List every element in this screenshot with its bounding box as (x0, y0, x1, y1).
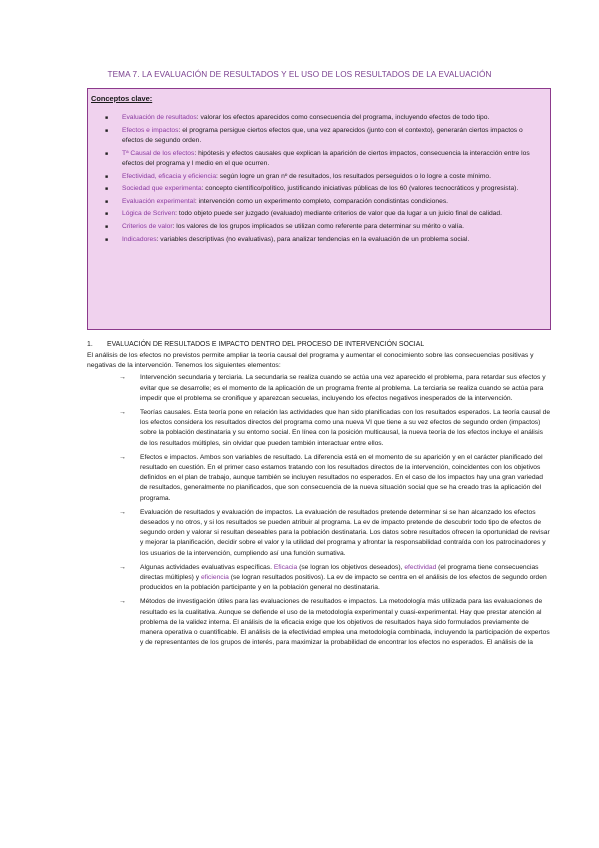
concept-definition: : variables descriptivas (no evaluativas), para analizar tendencias en la evaluación de un problema social. (156, 235, 470, 243)
item-text: (se logran resultados positivos). La ev de impacto se centra en el análisis de los efectos de segundo orden producidos en la población participante y en la población general no destinataria. (140, 574, 547, 592)
section-1 (87, 340, 551, 652)
concept-term: Efectos e impactos (122, 126, 179, 134)
item-text: Teorías causales. Esta teoría pone en relación las actividades que han sido planificadas con los resultados esperados. La teoría causal de los efectos considera los resultados directos del programa como una nueva VI que tiene a su vez efectos de segundo orden (impactos) sobre la población destinataria y su entorno social. En línea con la posición multicausal, la nueva teoría de los efectos incluye el análisis de los resultados múltiples, sin olvidar que pueden también interactuar entre ellos. (140, 409, 551, 447)
concept-definition: : el programa persigue ciertos efectos que, una vez aparecidos (junto con el contexto), generarán ciertos impactos o efectos de segundo orden. (122, 126, 523, 144)
square-bullet-icon: ■ (105, 115, 109, 121)
item-text: Efectos e impactos. Ambos son variables de resultado. La diferencia está en el momento de su aparición y en el carácter planificado del resultado en cuestión. En el primer caso estamos tratando con los resultados directos de la intervención, coincidentes con los objetivos definidos en el plan de trabajo, aunque también se incluyen resultados no esperados. En el caso de los impactos hay una gran variedad de resultados, generalmente no planificados, que son consecuencia de la nueva situación social que se ha creado tras la aplicación del programa. (140, 453, 544, 502)
list-item (87, 508, 551, 559)
list-item (87, 563, 551, 594)
list-item (87, 373, 551, 404)
square-bullet-icon: ■ (105, 223, 109, 230)
square-bullet-icon: ■ (105, 127, 109, 134)
concept-definition: : hipótesis y efectos causales que explican la aparición de ciertos impactos, consecuencia la interacción entre los efectos del programa y l medio en el que ocurren. (122, 149, 530, 167)
arrow-right-icon: → (119, 508, 126, 516)
concept-term: Efectividad, eficacia y eficiencia (122, 172, 217, 180)
item-text: Evaluación de resultados y evaluación de impactos. La evaluación de resultados pretende determinar si se han alcanzado los efectos deseados y no otros, y si los resultados se pueden atribuir al programa. La ev de impacto pretende de descubrir todo tipo de efectos de segundo orden y valorar si resultan deseables para la población destinataria. Los datos sobre resultados ofrecen la oportunidad de revisar y mejorar la planificación, decidir sobre el valor y la utilidad del programa y afrontar la responsabilidad contraída con los patrocinadores y los usuarios de la intervención, cumpliendo así una función sumativa. (140, 508, 550, 557)
arrow-right-icon: → (119, 598, 126, 606)
arrow-right-icon: → (119, 563, 126, 571)
concept-definition: : todo objeto puede ser juzgado (evaluado) mediante criterios de valor que da lugar a un juicio final de calidad. (175, 210, 502, 218)
item-text: Métodos de investigación útiles para las evaluaciones de resultados e impactos. La metodología más utilizada para las evaluaciones de resultado es la cualitativa. Aunque se defiende el uso de la metodología experimental y cuasi-experimental. Hay que prestar atención al problema de la validez interna. El análisis de la eficacia exige que los objetivos de resultados haya sido formulados previamente de manera operativa o cuantificable. El análisis de la efectividad emplea una metodología combinada, incluyendo la participación de expertos y de representantes de los grupos de interés, para maximizar la probabilidad de encontrar los efectos no esperados. El análisis de la (140, 598, 550, 647)
concept-term: Indicadores (122, 235, 157, 243)
concept-item (88, 197, 550, 207)
concept-item (88, 222, 550, 232)
concept-term: Tª Causal de los efectos (122, 149, 195, 157)
item-text: (se logran los objetivos deseados), (297, 563, 405, 571)
square-bullet-icon: ■ (105, 211, 109, 218)
section-intro: El análisis de los efectos no previstos permite ampliar la teoría causal del programa y aumentar el conocimiento sobre las consecuencias positivas y negativas de la intervención. Tenemos los siguientes elementos: (87, 352, 534, 370)
concept-item (88, 235, 550, 245)
item-text: Intervención secundaria y terciaria. La secundaria se realiza cuando se actúa una vez aparecido el problema, para retardar sus efectos y evitar que se desarrolle; es el momento de la aplicación de un programa frente al problema. La terciaria se realiza cuando se actúa para impedir que el problema se cronifique y aparezcan secuelas, incluyendo los efectos negativos inesperados de la intervención. (140, 374, 546, 402)
square-bullet-icon: ■ (105, 236, 109, 243)
concept-item (88, 209, 550, 219)
concept-definition: : según logre un gran nº de resultados, los resultados perseguidos o lo logre a coste mínimo. (216, 172, 491, 180)
elements-list (87, 373, 551, 648)
highlight-term: eficiencia (200, 574, 229, 582)
section-heading (87, 340, 551, 350)
item-text: Algunas actividades evaluativas específicas. (140, 563, 274, 571)
concept-item (88, 184, 550, 194)
concepts-heading: Conceptos clave: (91, 94, 153, 103)
concept-item (88, 113, 550, 123)
concept-item (88, 149, 550, 170)
concept-definition: : los valores de los grupos implicados se utilizan como referente para determinar su mérito o valía. (172, 222, 464, 230)
square-bullet-icon: ■ (105, 186, 109, 193)
concept-item (88, 172, 550, 182)
square-bullet-icon: ■ (105, 150, 109, 157)
concept-item (88, 126, 550, 147)
list-item (87, 453, 551, 504)
arrow-right-icon: → (119, 409, 126, 417)
section-title: EVALUACIÓN DE RESULTADOS E IMPACTO DENTRO DEL PROCESO DE INTERVENCIÓN SOCIAL (107, 341, 425, 348)
concept-definition: : intervención como un experimento completo, comparación condistintas condiciones. (194, 197, 449, 205)
concept-term: Evaluación de resultados (122, 114, 197, 121)
item-text: (el programa tiene consecuencias directas múltiples) y (140, 563, 539, 582)
concept-term: Criterios de valor (122, 222, 173, 230)
concept-term: Sociedad que experimenta (122, 185, 202, 193)
highlight-term: Eficacia (273, 563, 298, 571)
concept-term: Evaluación experimental (122, 197, 195, 205)
concept-definition: : concepto científico/político, justificando iniciativas públicas de los 60 (valores tecnocráticos y progresista). (201, 185, 519, 193)
list-item (87, 408, 551, 449)
key-concepts-box (87, 88, 551, 330)
arrow-right-icon: → (119, 374, 126, 382)
list-item (87, 597, 551, 648)
square-bullet-icon: ■ (105, 173, 109, 180)
page-title: TEMA 7. LA EVALUACIÓN DE RESULTADOS Y EL USO DE LOS RESULTADOS DE LA EVALUACIÓN (107, 70, 492, 79)
concept-term: Lógica de Scriven (122, 210, 176, 218)
square-bullet-icon: ■ (105, 198, 109, 205)
arrow-right-icon: → (119, 453, 126, 461)
concepts-list (88, 113, 550, 247)
concept-definition: : valorar los efectos aparecidos como consecuencia del programa, incluyendo efectos de todo tipo. (196, 114, 490, 121)
section-number: 1. (87, 341, 93, 348)
highlight-term: efectividad (404, 563, 437, 571)
